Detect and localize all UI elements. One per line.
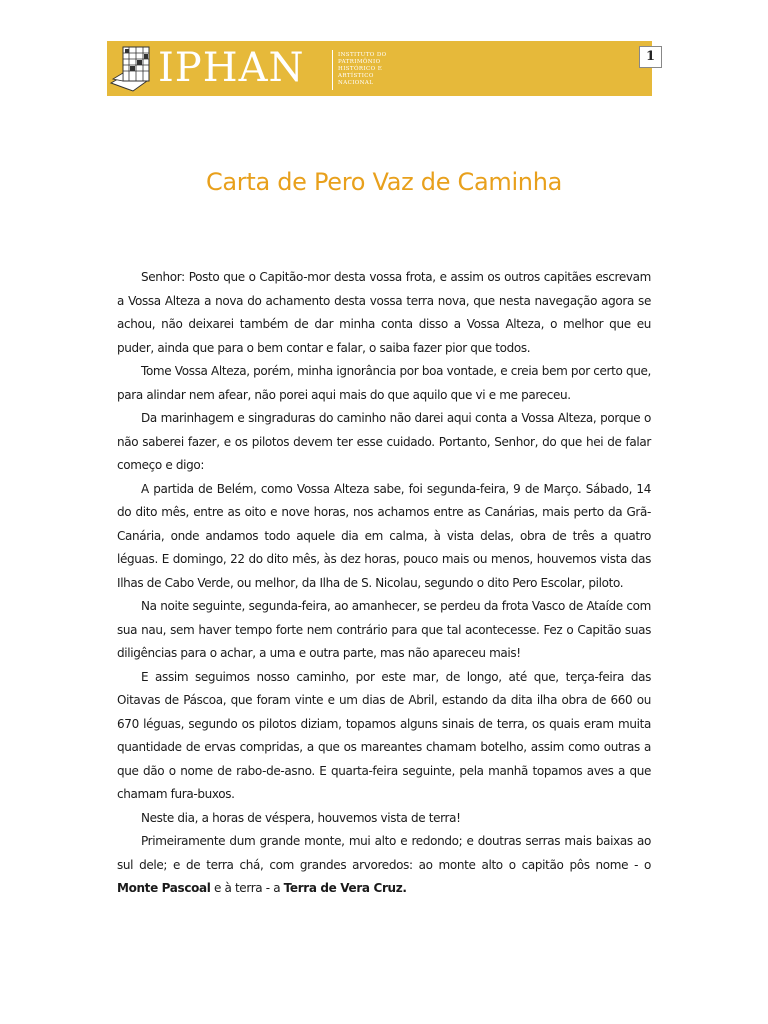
- paragraph: Da marinhagem e singraduras do caminho não darei aqui conta a Vossa Alteza, porque o não saberei fazer, e os pilotos devem ter esse cuidado. Portanto, Senhor, do que hei de falar começo e digo:: [117, 411, 651, 472]
- brand-subtitle-line: NACIONAL: [338, 80, 374, 86]
- paragraph: Tome Vossa Alteza, porém, minha ignorância por boa vontade, e creia bem por certo que, para alindar nem afear, não porei aqui mais do que aquilo que vi e me pareceu.: [117, 364, 651, 402]
- paragraph: Senhor: Posto que o Capitão-mor desta vossa frota, e assim os outros capitães escrevam a Vossa Alteza a nova do achamento desta vossa terra nova, que nesta navegação agora se achou, não deixarei também de dar minha conta disso a Vossa Alteza, o melhor que eu puder, ainda que para o bem contar e falar, o saiba fazer pior que todos.: [117, 270, 651, 355]
- paragraph: Neste dia, a horas de véspera, houvemos vista de terra!: [141, 810, 461, 825]
- brand-subtitle-line: PATRIMÔNIO: [338, 59, 381, 65]
- paragraph: Na noite seguinte, segunda-feira, ao amanhecer, se perdeu da frota Vasco de Ataíde com sua nau, sem haver tempo forte nem contrário para que tal acontecesse. Fez o Capitão suas diligências para o achar, a uma e outra parte, mas não apareceu mais!: [117, 599, 651, 660]
- page-number: 1: [639, 46, 662, 68]
- document-title: Carta de Pero Vaz de Caminha: [205, 168, 563, 196]
- brand-subtitle-line: ARTÍSTICO: [338, 73, 374, 79]
- letter-body: [117, 266, 651, 901]
- iphan-logo-icon: [107, 41, 155, 96]
- paragraph: A partida de Belém, como Vossa Alteza sabe, foi segunda-feira, 9 de Março. Sábado, 14 do dito mês, entre as oito e nove horas, nos achamos entre as Canárias, mais perto da Grã-Canária, onde andamos todo aquele dia em calma, à vista delas, obra de três a quatro léguas. E domingo, 22 do dito mês, às dez horas, pouco mais ou menos, houvemos vista das Ilhas de Cabo Verde, ou melhor, da Ilha de S. Nicolau, segundo o dito Pero Escolar, piloto.: [117, 481, 651, 590]
- place-name-terra-de-vera-cruz: Terra de Vera Cruz.: [283, 881, 407, 895]
- brand-name: IPHAN: [158, 45, 305, 91]
- paragraph-text: Primeiramente dum grande monte, mui alto e redondo; e doutras serras mais baixas ao sul dele; e de terra chá, com grandes arvoredos: ao monte alto o capitão pôs nome - o: [117, 834, 651, 872]
- brand-subtitle-line: INSTITUTO DO: [338, 52, 387, 58]
- brand-subtitle: [338, 52, 448, 87]
- place-name-monte-pascoal: Monte Pascoal: [117, 881, 211, 895]
- brand-subtitle-line: HISTÓRICO E: [338, 66, 383, 72]
- paragraph-final: [117, 830, 651, 901]
- brand-divider: [332, 50, 333, 90]
- paragraph: E assim seguimos nosso caminho, por este mar, de longo, até que, terça-feira das Oitavas de Páscoa, que foram vinte e um dias de Abril, estando da dita ilha obra de 660 ou 670 léguas, segundo os pilotos diziam, topamos alguns sinais de terra, os quais eram muita quantidade de ervas compridas, a que os mareantes chamam botelho, assim como outras a que dão o nome de rabo-de-asno. E quarta-feira seguinte, pela manhã topamos aves a que chamam fura-buxos.: [117, 669, 651, 801]
- paragraph-text: e à terra - a: [210, 881, 284, 895]
